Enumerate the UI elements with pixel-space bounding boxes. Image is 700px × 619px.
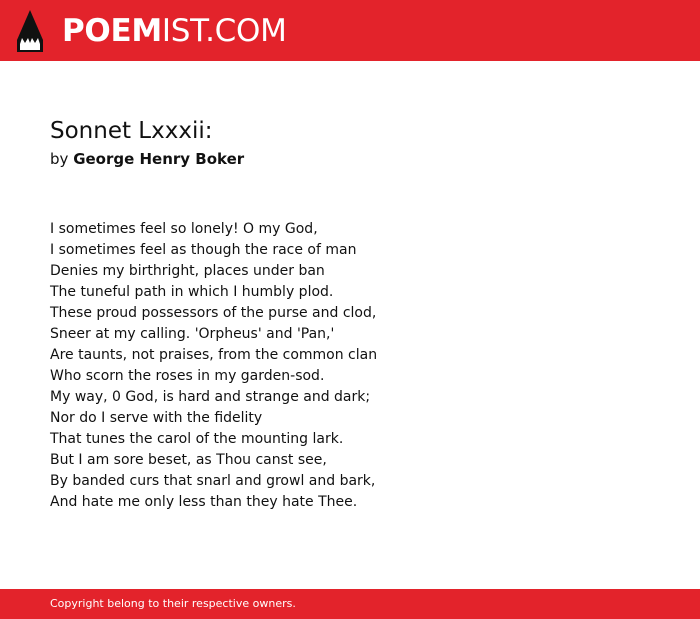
poem-line: That tunes the carol of the mounting lark.: [50, 431, 344, 447]
pencil-tip-icon[interactable]: [17, 10, 43, 52]
poem-line: But I am sore beset, as Thou canst see,: [50, 452, 327, 468]
copyright-text: Copyright belong to their respective owners.: [50, 597, 296, 610]
poem-line: The tuneful path in which I humbly plod.: [50, 284, 334, 300]
poem-title: Sonnet Lxxxii:: [50, 118, 213, 144]
site-logo-text[interactable]: [62, 11, 287, 51]
poem-line: My way, 0 God, is hard and strange and dark;: [50, 389, 371, 405]
poem-line: These proud possessors of the purse and clod,: [50, 305, 377, 321]
poem-line: And hate me only less than they hate Thee.: [50, 494, 358, 510]
poem-body: [50, 219, 377, 513]
by-label: by: [50, 150, 69, 168]
poem-line: Sneer at my calling. 'Orpheus' and 'Pan,': [50, 326, 335, 342]
poem-line: I sometimes feel so lonely! O my God,: [50, 221, 318, 237]
poem-line: Denies my birthright, places under ban: [50, 263, 325, 279]
site-header: [0, 0, 700, 61]
brand-light-text: IST.COM: [161, 13, 287, 49]
author-name: George Henry Boker: [73, 150, 245, 168]
poem-line: Nor do I serve with the fidelity: [50, 410, 263, 426]
poem-byline: [50, 149, 244, 169]
poem-line: Are taunts, not praises, from the common clan: [50, 347, 378, 363]
site-footer: [0, 589, 700, 619]
poem-line: Who scorn the roses in my garden-sod.: [50, 368, 325, 384]
brand-bold-text: POEM: [62, 13, 162, 49]
poem-line: I sometimes feel as though the race of man: [50, 242, 357, 258]
poem-line: By banded curs that snarl and growl and bark,: [50, 473, 376, 489]
